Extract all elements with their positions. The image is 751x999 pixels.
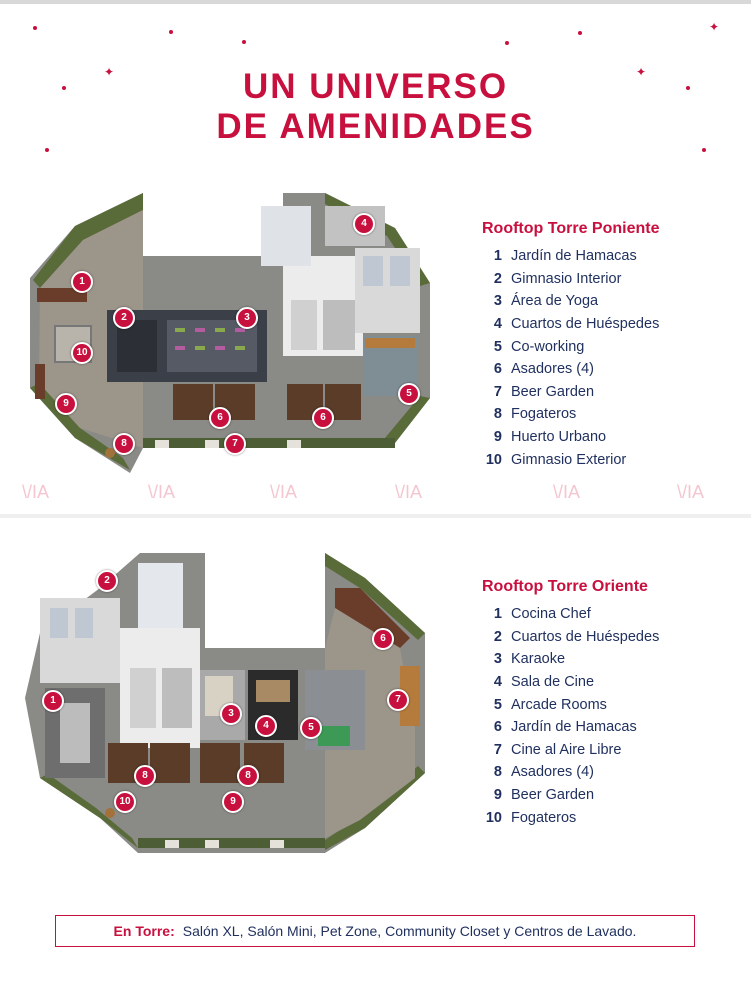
marker-asadores-c[interactable]: 8 — [134, 765, 156, 787]
marker-gimnasio-interior[interactable]: 2 — [113, 307, 135, 329]
legend-title-poniente: Rooftop Torre Poniente — [482, 220, 660, 237]
legend-item: 8 Fogateros — [493, 406, 577, 423]
sparkle-icon: ✦ — [709, 20, 720, 34]
page-title-line-1: UN UNIVERSO — [242, 67, 509, 106]
decorative-dot — [702, 148, 706, 152]
legend-item: 2 Cuartos de Huéspedes — [493, 628, 660, 645]
floor-plan-torre-poniente — [25, 188, 445, 473]
legend-item: 3 Karaoke — [493, 651, 566, 668]
legend-item: 9 Beer Garden — [493, 787, 595, 804]
marker-asadores-d[interactable]: 8 — [237, 765, 259, 787]
legend-item: 8 Asadores (4) — [493, 764, 595, 781]
watermark-logo: \/IA — [270, 482, 298, 502]
legend-item: 4 Cuartos de Huéspedes — [493, 316, 660, 333]
legend-item: 10 Fogateros — [485, 809, 577, 826]
sparkle-icon: ✦ — [104, 65, 115, 79]
marker-huerto-urbano[interactable]: 9 — [55, 393, 77, 415]
marker-jardin-de-hamacas-2[interactable]: 6 — [372, 628, 394, 650]
legend-item: 9 Huerto Urbano — [493, 429, 607, 446]
page-title-line-2: DE AMENIDADES — [216, 107, 535, 146]
legend-item: 5 Arcade Rooms — [493, 696, 607, 713]
watermark-logo: \/IA — [677, 482, 705, 502]
legend-item: 1 Cocina Chef — [493, 606, 591, 623]
marker-asadores-a[interactable]: 6 — [209, 407, 231, 429]
section-divider — [0, 514, 751, 518]
footer-amenities-box — [55, 915, 695, 947]
legend-list-oriente — [482, 603, 659, 829]
watermark-logo: \/IA — [22, 482, 50, 502]
legend-item: 1 Jardín de Hamacas — [493, 248, 637, 265]
watermark-logo: \/IA — [148, 482, 176, 502]
footer-label: En Torre: — [113, 923, 175, 939]
decorative-dot — [242, 40, 246, 44]
marker-fogateros-2[interactable]: 10 — [114, 791, 136, 813]
marker-fogateros[interactable]: 8 — [113, 433, 135, 455]
decorative-dot — [169, 30, 173, 34]
marker-asadores-b[interactable]: 6 — [312, 407, 334, 429]
marker-beer-garden-2[interactable]: 9 — [222, 791, 244, 813]
marker-arcade-rooms[interactable]: 5 — [300, 717, 322, 739]
decorative-dot — [33, 26, 37, 30]
marker-area-de-yoga[interactable]: 3 — [236, 307, 258, 329]
marker-cuartos-de-huespedes-2[interactable]: 2 — [96, 570, 118, 592]
marker-cuartos-de-huespedes[interactable]: 4 — [353, 213, 375, 235]
legend-item: 5 Co-working — [493, 338, 585, 355]
legend-item: 7 Beer Garden — [493, 383, 595, 400]
legend-item: 6 Asadores (4) — [493, 361, 595, 378]
legend-list-poniente — [482, 245, 659, 471]
legend-item: 4 Sala de Cine — [493, 674, 595, 691]
decorative-dot — [505, 41, 509, 45]
marker-karaoke[interactable]: 3 — [220, 703, 242, 725]
legend-item: 3 Área de Yoga — [493, 293, 599, 310]
marker-beer-garden[interactable]: 7 — [224, 433, 246, 455]
decorative-dot — [578, 31, 582, 35]
marker-gimnasio-exterior[interactable]: 10 — [71, 342, 93, 364]
legend-item: 7 Cine al Aire Libre — [493, 741, 622, 758]
legend-item: 6 Jardín de Hamacas — [493, 719, 637, 736]
watermark-strip — [0, 478, 751, 514]
legend-item: 10 Gimnasio Exterior — [485, 451, 627, 468]
footer-text: Salón XL, Salón Mini, Pet Zone, Community Closet y Centros de Lavado. — [182, 923, 637, 939]
legend-item: 2 Gimnasio Interior — [493, 270, 622, 287]
marker-co-working[interactable]: 5 — [398, 383, 420, 405]
marker-jardin-de-hamacas[interactable]: 1 — [71, 271, 93, 293]
legend-title-oriente: Rooftop Torre Oriente — [482, 578, 648, 595]
sparkle-icon: ✦ — [636, 65, 647, 79]
marker-cocina-chef[interactable]: 1 — [42, 690, 64, 712]
marker-sala-de-cine[interactable]: 4 — [255, 715, 277, 737]
watermark-logo: \/IA — [395, 482, 423, 502]
marker-cine-al-aire-libre[interactable]: 7 — [387, 689, 409, 711]
watermark-logo: \/IA — [553, 482, 581, 502]
decorative-dot — [45, 148, 49, 152]
